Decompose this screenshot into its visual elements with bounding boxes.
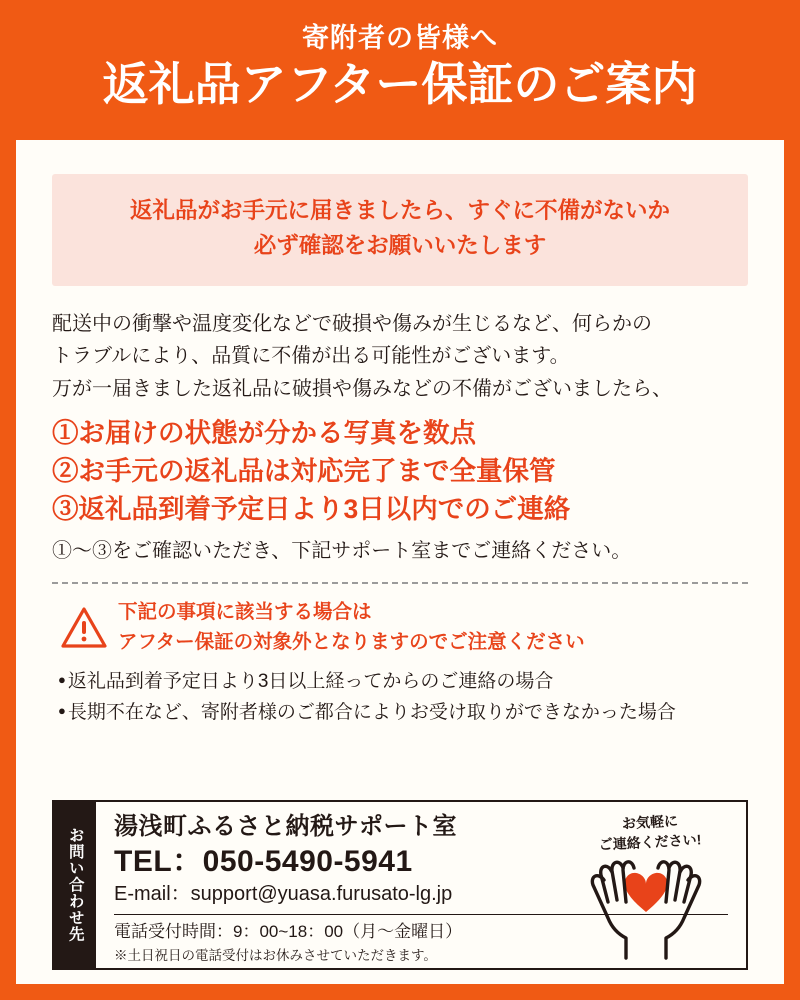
bullet-dot-icon: ●	[58, 702, 66, 718]
notice-line-1: 返礼品がお手元に届きましたら、すぐに不備がないか	[129, 198, 670, 223]
header	[0, 0, 800, 128]
hands-heart-icon	[560, 806, 740, 966]
exclusion-list	[52, 667, 748, 729]
intro-line-2: トラブルにより、品質に不備が出る可能性がございます。	[52, 345, 570, 368]
list-item: ①お届けの状態が分かる写真を数点	[52, 417, 476, 448]
caption-line-1: お気軽に	[621, 812, 679, 832]
intro-line-3: 万が一届きました返礼品に破損や傷みなどの不備がございましたら、	[52, 377, 672, 400]
bullet-text: 長期不在など、寄附者様のご都合によりお受け取りができなかった場合	[67, 701, 676, 723]
numbered-instruction-list	[52, 414, 748, 528]
notice-banner	[52, 174, 748, 286]
warning-triangle-icon	[58, 607, 110, 649]
contact-tab-text: お問い合わせ先	[66, 827, 84, 943]
content-card	[16, 140, 784, 984]
email-address[interactable]: E-mail：support@yuasa.furusato-lg.jp	[114, 883, 453, 905]
bullet-dot-icon: ●	[58, 671, 66, 687]
contact-box	[52, 800, 748, 970]
list-item	[58, 667, 748, 698]
contact-details	[96, 802, 746, 968]
notice-line-2: 必ず確認をお願いいたします	[253, 232, 547, 258]
list-item: ③返礼品到着予定日より3日以内でのご連絡	[52, 494, 571, 525]
bullet-text: 返礼品到着予定日より3日以上経ってからのご連絡の場合	[67, 670, 554, 692]
header-title: 返礼品アフター保証のご案内	[102, 58, 698, 111]
warning-block	[52, 598, 748, 657]
list-item	[58, 698, 748, 729]
intro-line-1: 配送中の衝撃や温度変化などで破損や傷みが生じるなど、何らかの	[52, 312, 652, 335]
closing-text: ①～③をご確認いただき、下記サポート室までご連絡ください。	[52, 540, 632, 563]
warning-text	[110, 598, 585, 657]
dashed-divider	[52, 582, 748, 584]
caption-line-2: ご連絡ください!	[598, 831, 702, 853]
warning-line-2: アフター保証の対象外となりますのでご注意ください	[118, 630, 585, 653]
business-hours: 電話受付時間：9：00~18：00（月～金曜日）	[114, 922, 463, 941]
telephone-number[interactable]: TEL：050-5490-5941	[114, 845, 413, 878]
list-item: ②お手元の返礼品は対応完了まで全量保管	[52, 456, 556, 487]
warning-line-1: 下記の事項に該当する場合は	[118, 601, 372, 624]
intro-paragraph	[52, 308, 748, 405]
holiday-note: ※土日祝日の電話受付はお休みさせていただきます。	[114, 947, 437, 963]
contact-tab-label	[54, 802, 96, 968]
organization-name: 湯浅町ふるさと納税サポート室	[114, 813, 457, 840]
header-subtitle: 寄附者の皆様へ	[302, 23, 498, 53]
